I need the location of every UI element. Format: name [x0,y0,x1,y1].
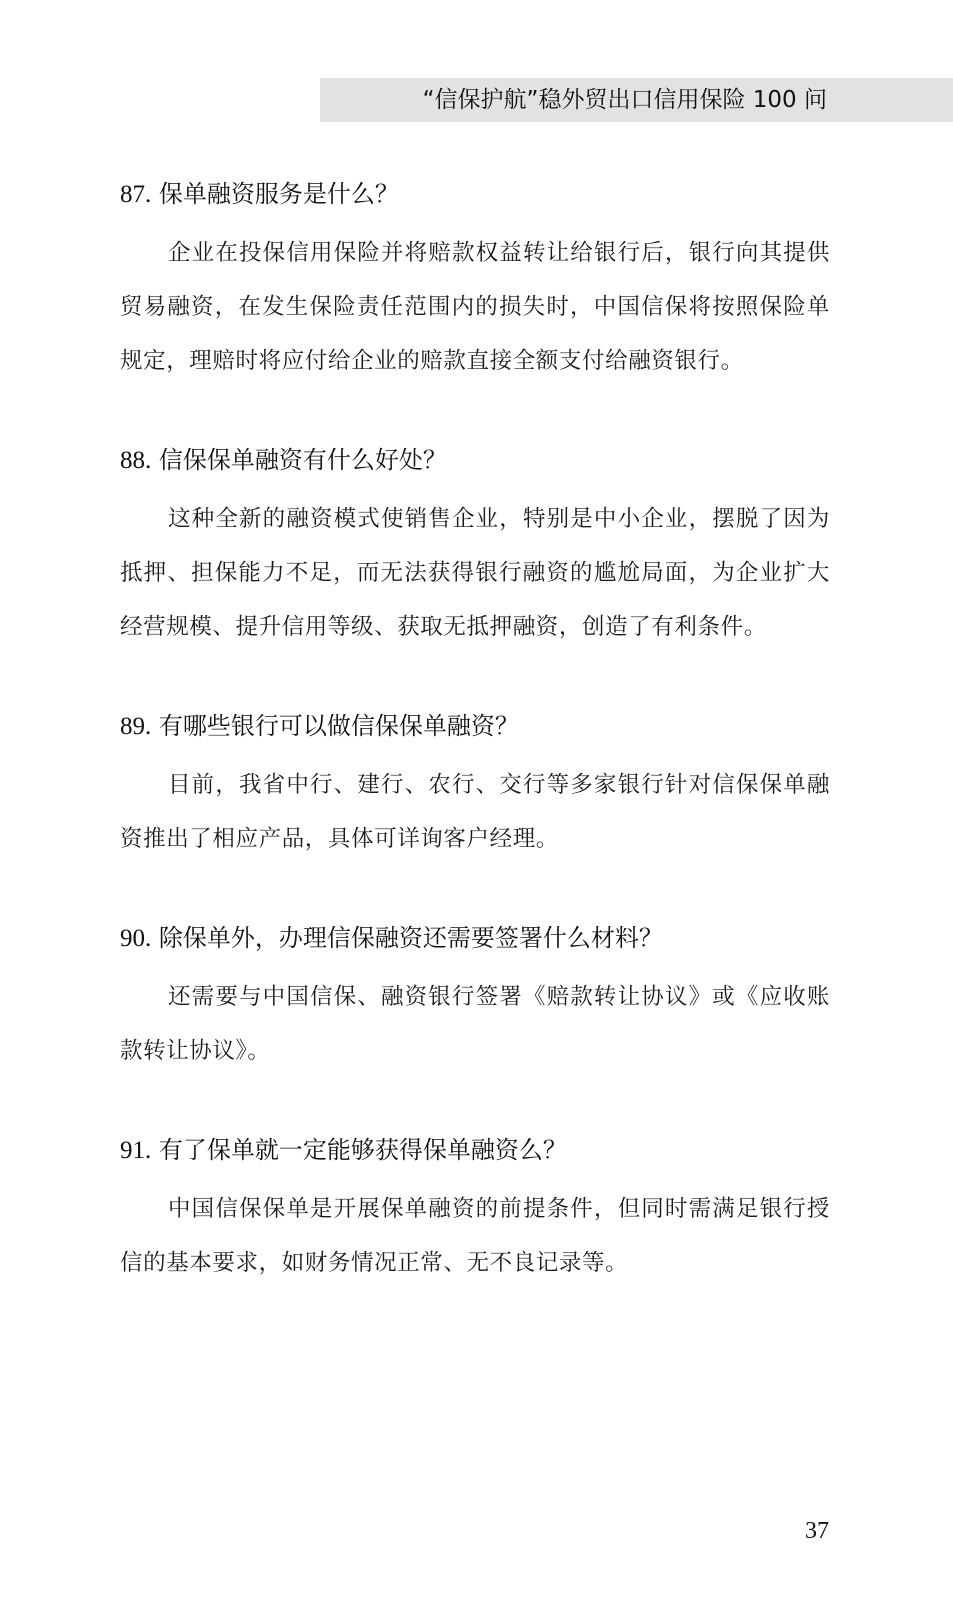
running-header-title: “信保护航”稳外贸出口信用保险 100 问 [422,87,827,113]
question-text: 除保单外，办理信保融资还需要签署什么材料？ [158,924,663,952]
answer-paragraph: 还需要与中国信保、融资银行签署《赔款转让协议》或《应收账款转让协议》。 [120,984,830,1064]
qa-item-91 [120,1130,830,1290]
answer-paragraph: 中国信保保单是开展保单融资的前提条件，但同时需满足银行授信的基本要求，如财务情况正常、无不良记录等。 [120,1196,830,1276]
qa-item-90 [120,918,830,1078]
question-heading [120,1130,830,1170]
question-heading [120,174,830,214]
question-number: 87. [120,181,152,208]
question-text: 信保保单融资有什么好处？ [158,446,447,474]
page-number: 37 [805,1518,829,1544]
qa-item-87 [120,174,830,388]
question-text: 有哪些银行可以做信保保单融资？ [158,712,519,740]
question-text: 保单融资服务是什么？ [158,180,399,208]
question-heading [120,440,830,480]
qa-item-89 [120,706,830,866]
question-number: 91. [120,1137,152,1164]
question-number: 90. [120,925,152,952]
question-heading [120,918,830,958]
question-text: 有了保单就一定能够获得保单融资么？ [158,1136,567,1164]
answer-paragraph: 目前，我省中行、建行、农行、交行等多家银行针对信保保单融资推出了相应产品，具体可详询客户经理。 [120,772,830,852]
answer-paragraph: 这种全新的融资模式使销售企业，特别是中小企业，摆脱了因为抵押、担保能力不足，而无法获得银行融资的尴尬局面，为企业扩大经营规模、提升信用等级、获取无抵押融资，创造了有利条件。 [120,506,830,640]
page-content [120,174,830,1342]
qa-item-88 [120,440,830,654]
question-heading [120,706,830,746]
question-number: 88. [120,447,152,474]
question-number: 89. [120,713,152,740]
answer-paragraph: 企业在投保信用保险并将赔款权益转让给银行后，银行向其提供贸易融资，在发生保险责任范围内的损失时，中国信保将按照保险单规定，理赔时将应付给企业的赔款直接全额支付给融资银行。 [120,240,830,374]
